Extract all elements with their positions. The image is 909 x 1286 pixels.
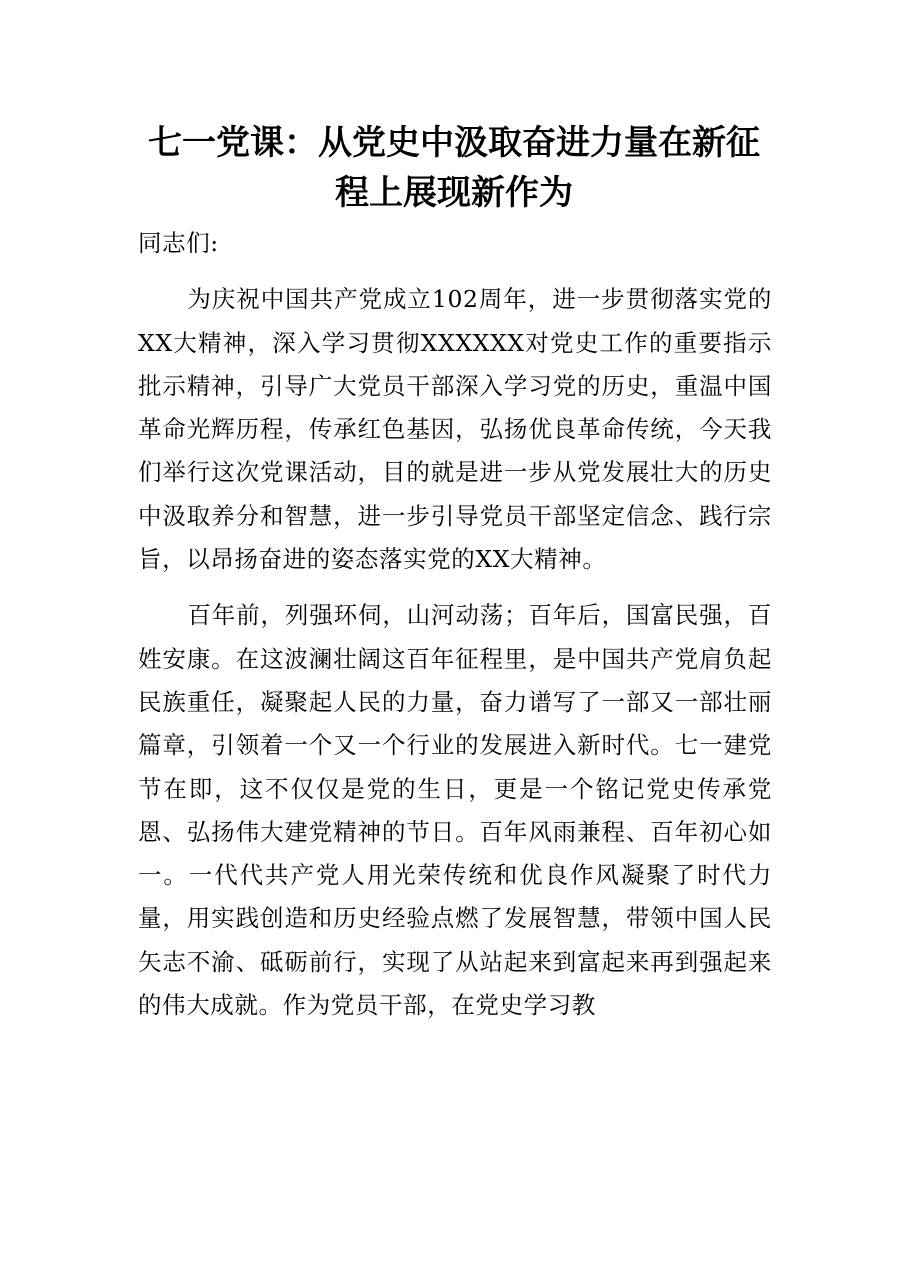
salutation: 同志们: — [138, 229, 219, 257]
document-title: 七一党课：从党史中汲取奋进力量在新征程上展现新作为 — [148, 123, 760, 213]
paragraph-1: 为庆祝中国共产党成立102周年，进一步贯彻落实党的XX大精神，深入学习贯彻XXXXXX对党史工作的重要指示批示精神，引导广大党员干部深入学习党的历史，重温中国革命光辉历程，传承红色基因，弘扬优良革命传统，今天我们举行这次党课活动，目的就是进一步从党发展壮大的历史中汲取养分和智慧，进一步引导党员干部坚定信念、践行宗旨，以昂扬奋进的姿态落实党的XX大精神。 — [138, 285, 772, 574]
paragraph-2: 百年前，列强环伺，山河动荡；百年后，国富民强，百姓安康。在这波澜壮阔这百年征程里，是中国共产党肩负起民族重任，凝聚起人民的力量，奋力谱写了一部又一部壮丽篇章，引领着一个又一个行业的发展进入新时代。七一建党节在即，这不仅仅是党的生日，更是一个铭记党史传承党恩、弘扬伟大建党精神的节日。百年风雨兼程、百年初心如一。一代代共产党人用光荣传统和优良作风凝聚了时代力量，用实践创造和历史经验点燃了发展智慧，带领中国人民矢志不渝、砥砺前行，实现了从站起来到富起来再到强起来的伟大成就。作为党员干部，在党史学习教 — [138, 601, 772, 1020]
document-body — [138, 222, 772, 1040]
